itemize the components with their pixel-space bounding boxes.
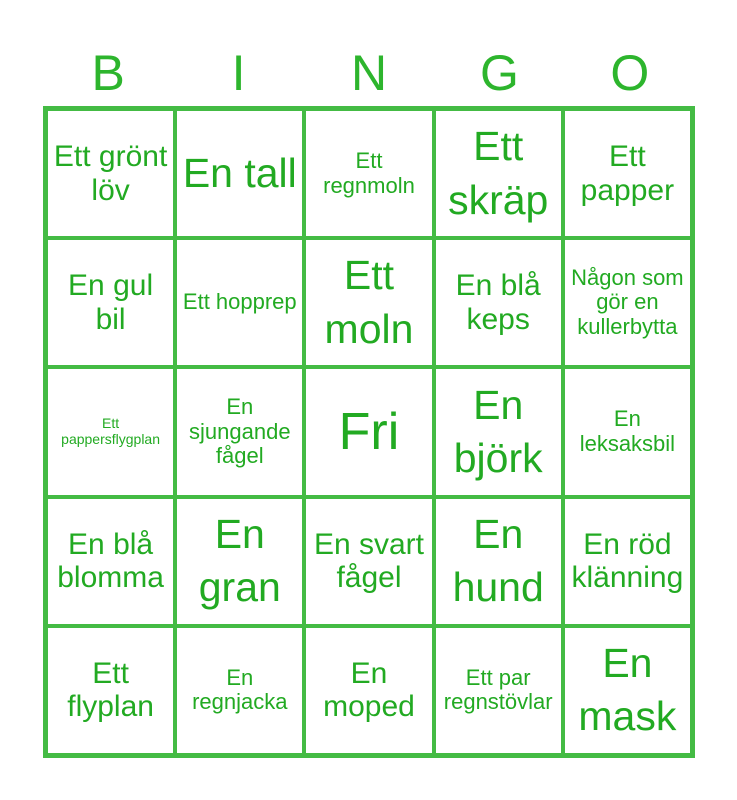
bingo-cell[interactable]: Ett pappersflygplan [46, 367, 175, 496]
bingo-cell[interactable]: En blå keps [434, 238, 563, 367]
bingo-cell[interactable]: Ett skräp [434, 109, 563, 238]
bingo-cell[interactable]: En björk [434, 367, 563, 496]
bingo-cell[interactable]: En blå blomma [46, 497, 175, 626]
header-letter-g: G [479, 45, 519, 101]
bingo-cell[interactable]: Ett par regnstövlar [434, 626, 563, 755]
bingo-cell[interactable]: Ett papper [563, 109, 692, 238]
bingo-cell[interactable]: En svart fågel [304, 497, 433, 626]
bingo-header [43, 40, 695, 106]
bingo-cell[interactable]: Ett regnmoln [304, 109, 433, 238]
bingo-cell[interactable]: En gul bil [46, 238, 175, 367]
header-letter-b: B [91, 45, 125, 101]
bingo-cell[interactable]: Ett hopprep [175, 238, 304, 367]
bingo-cell[interactable]: En leksaksbil [563, 367, 692, 496]
bingo-cell[interactable]: En regnjacka [175, 626, 304, 755]
bingo-cell[interactable]: Ett flyplan [46, 626, 175, 755]
bingo-cell[interactable]: Ett grönt löv [46, 109, 175, 238]
bingo-cell[interactable]: En moped [304, 626, 433, 755]
free-cell[interactable]: Fri [304, 367, 433, 496]
bingo-board [43, 106, 695, 758]
header-letter-n: N [350, 45, 388, 101]
header-letter-i: I [231, 45, 246, 101]
bingo-cell[interactable]: Ett moln [304, 238, 433, 367]
bingo-cell[interactable]: Någon som gör en kullerbytta [563, 238, 692, 367]
bingo-cell[interactable]: En tall [175, 109, 304, 238]
header-letter-o: O [610, 45, 650, 101]
bingo-cell[interactable]: En gran [175, 497, 304, 626]
bingo-cell[interactable]: En sjungande fågel [175, 367, 304, 496]
bingo-cell[interactable]: En hund [434, 497, 563, 626]
bingo-cell[interactable]: En röd klänning [563, 497, 692, 626]
bingo-cell[interactable]: En mask [563, 626, 692, 755]
